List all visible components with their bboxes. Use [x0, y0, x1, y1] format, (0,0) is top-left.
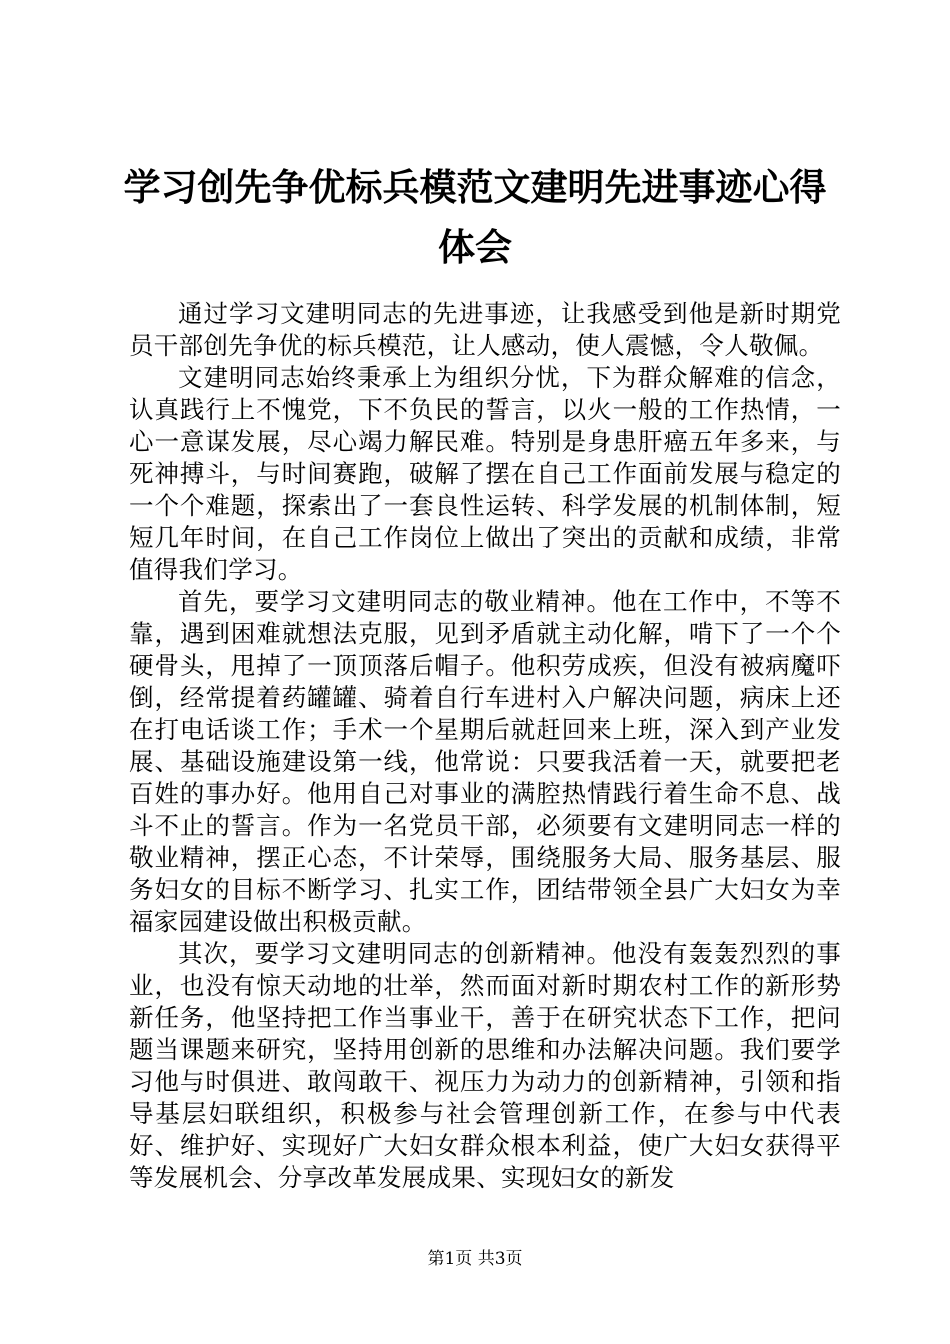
document-title: 学习创先争优标兵模范文建明先进事迹心得体会: [123, 166, 827, 269]
page-footer: 第1页 共3页: [427, 1249, 523, 1269]
paragraph-1: 通过学习文建明同志的先进事迹，让我感受到他是新时期党员干部创先争优的标兵模范，让人感动，使人震憾，令人敬佩。: [129, 299, 841, 360]
document-body: [129, 298, 841, 1194]
paragraph-3: 首先，要学习文建明同志的敬业精神。他在工作中，不等不靠，遇到困难就想法克服，见到矛盾就主动化解，啃下了一个个硬骨头，甩掉了一顶顶落后帽子。他积劳成疾，但没有被病魔吓倒，经常提着药罐罐、骑着自行车进村入户解决问题，病床上还在打电话谈工作；手术一个星期后就赶回来上班，深入到产业发展、基础设施建设第一线，他常说：只要我活着一天，就要把老百姓的事办好。他用自己对事业的满腔热情践行着生命不息、战斗不止的誓言。作为一名党员干部，必须要有文建明同志一样的敬业精神，摆正心态，不计荣辱，围绕服务大局、服务基层、服务妇女的目标不断学习、扎实工作，团结带领全县广大妇女为幸福家园建设做出积极贡献。: [129, 587, 841, 936]
paragraph-2: 文建明同志始终秉承上为组织分忧，下为群众解难的信念，认真践行上不愧党，下不负民的誓言，以火一般的工作热情，一心一意谋发展，尽心竭力解民难。特别是身患肝癌五年多来，与死神搏斗，与时间赛跑，破解了摆在自己工作面前发展与稳定的一个个难题，探索出了一套良性运转、科学发展的机制体制，短短几年时间，在自己工作岗位上做出了突出的贡献和成绩，非常值得我们学习。: [129, 363, 841, 584]
paragraph-4: 其次，要学习文建明同志的创新精神。他没有轰轰烈烈的事业，也没有惊天动地的壮举，然而面对新时期农村工作的新形势新任务，他坚持把工作当事业干，善于在研究状态下工作，把问题当课题来研究，坚持用创新的思维和办法解决问题。我们要学习他与时俱进、敢闯敢干、视压力为动力的创新精神，引领和指导基层妇联组织，积极参与社会管理创新工作，在参与中代表好、维护好、实现好广大妇女群众根本利益，使广大妇女获得平等发展机会、分享改革发展成果、实现妇女的新发: [129, 939, 841, 1192]
